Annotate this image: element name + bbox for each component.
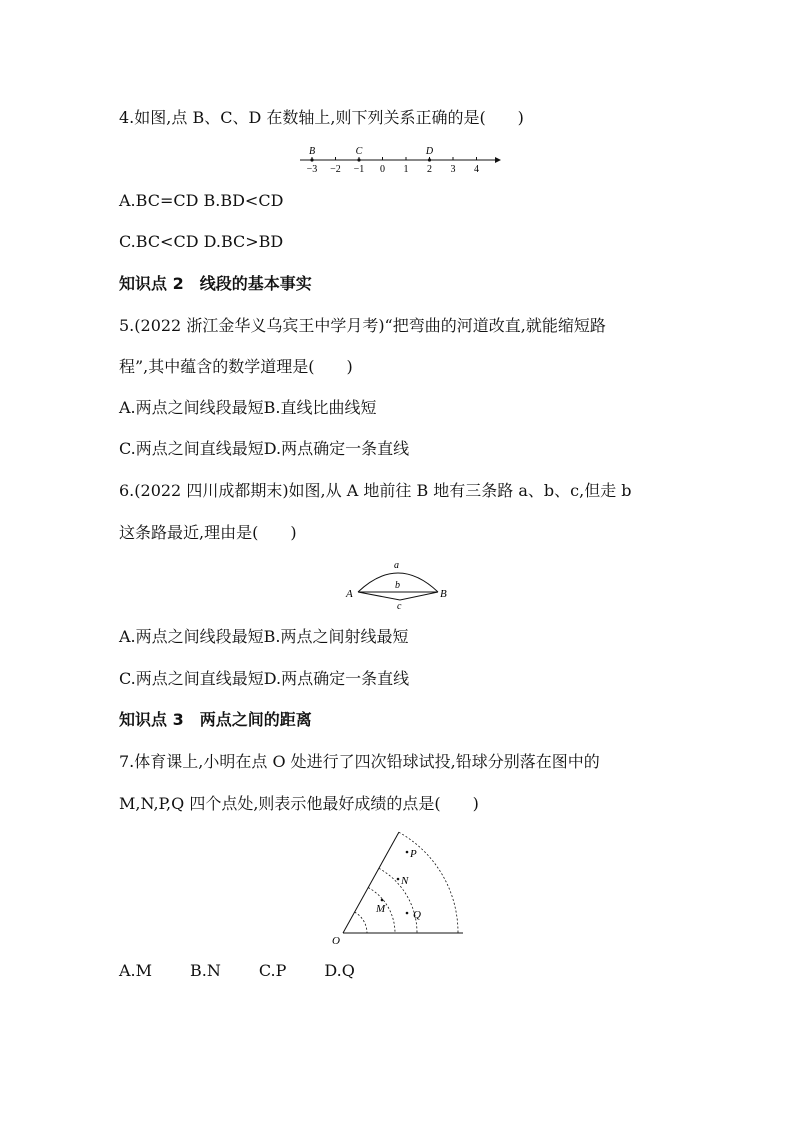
axis-point-label: B [308,146,316,157]
point-p [406,851,409,854]
axis-point-c [357,158,360,161]
option-d: D.Q [324,961,355,980]
question-6-options-line-1: A.两点之间线段最短B.两点之间射线最短 [119,627,409,646]
question-4-options-line-2: C.BC<CD D.BC>BD [119,232,284,251]
axis-point-label: C [355,146,363,157]
option-b: B.N [190,961,221,980]
question-6-options-line-2: C.两点之间直线最短D.两点确定一条直线 [119,669,410,688]
axis-tick-label: −2 [330,164,341,175]
arrow-right-icon [495,157,501,163]
question-5-options-line-1: A.两点之间线段最短B.直线比曲线短 [119,398,377,417]
point-q-label: Q [413,909,421,921]
axis-tick-label: 3 [450,164,456,175]
axis-tick-label: 0 [380,164,385,175]
option-a: A.M [119,961,153,980]
question-5-stem-line-1: 5.(2022 浙江金华义乌宾王中学月考)“把弯曲的河道改直,就能缩短路 [119,316,606,335]
question-6-stem-line-1: 6.(2022 四川成都期末)如图,从 A 地前往 B 地有三条路 a、b、c,但走 b [119,481,632,500]
path-c-label: c [397,601,402,612]
knowledge-point-2-heading: 知识点 2 线段的基本事实 [119,274,312,293]
point-m [381,899,384,902]
point-m-label: M [376,903,386,915]
question-7-stem-line-1: 7.体育课上,小明在点 O 处进行了四次铅球试投,铅球分别落在图中的 [119,752,600,771]
sector-edge-slanted [343,832,399,933]
axis-tick-label: 2 [427,164,432,175]
path-a-label: a [394,560,399,571]
number-line-figure [295,142,515,182]
path-b-label: b [395,580,400,591]
axis-point-b [310,158,313,161]
axis-tick-label: −1 [353,164,365,175]
knowledge-point-3-heading: 知识点 3 两点之间的距离 [119,710,312,729]
point-q [406,912,409,915]
question-4-stem: 4.如图,点 B、C、D 在数轴上,则下列关系正确的是( ) [119,108,524,127]
question-5-options-line-2: C.两点之间直线最短D.两点确定一条直线 [119,439,410,458]
question-7-stem-line-2: M,N,P,Q 四个点处,则表示他最好成绩的点是( ) [119,794,479,813]
point-a-label: A [346,588,353,600]
paths-figure [340,556,460,612]
question-6-stem-line-2: 这条路最近,理由是( ) [119,523,297,542]
path-c-polyline [358,592,438,600]
option-c: C.P [258,961,287,980]
question-4-options-line-1: A.BC=CD B.BD<CD [119,191,284,210]
axis-tick-label: 4 [474,164,479,175]
question-5-stem-line-2: 程”,其中蕴含的数学道理是( ) [119,357,353,376]
question-7-options [119,960,355,982]
shot-put-figure [330,822,480,947]
axis-point-label: D [425,146,434,157]
arc-inner [355,912,367,933]
point-b-label: B [440,588,447,600]
axis-tick-label: −3 [306,164,318,175]
axis-point-d [428,158,431,161]
point-n [397,878,400,881]
axis-tick-label: 1 [403,164,409,175]
point-p-label: P [410,848,417,860]
point-n-label: N [401,875,409,887]
origin-o-label: O [332,935,340,947]
